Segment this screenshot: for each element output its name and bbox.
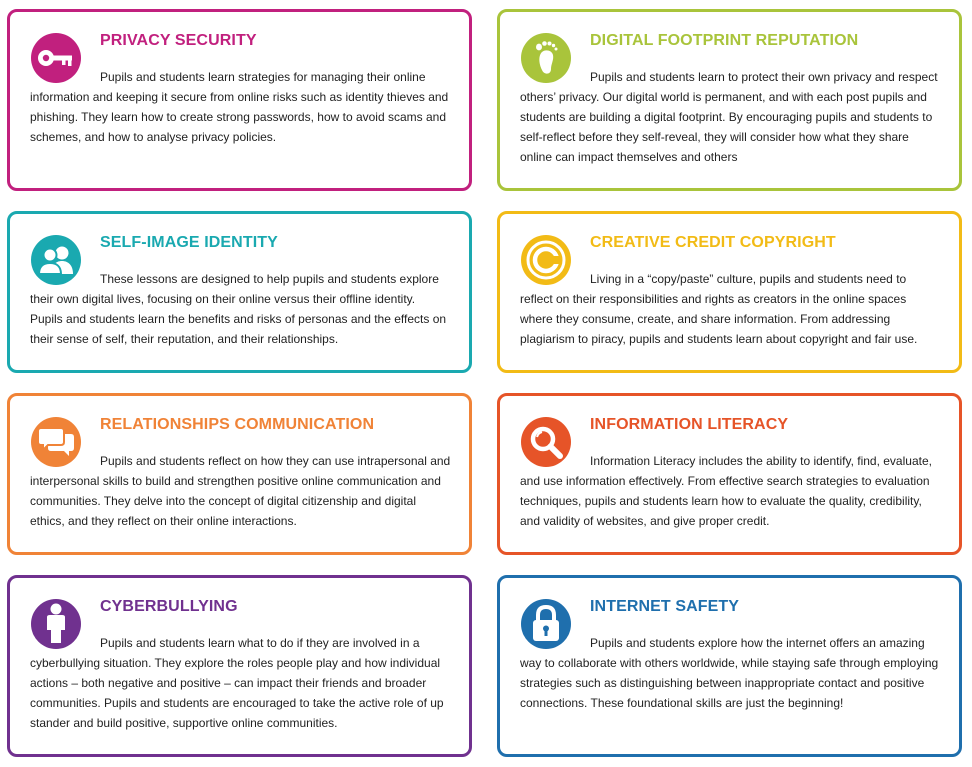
card-description: Information Literacy includes the ability to identify, find, evaluate, and use information effectively. From effective search strategies to evaluation techniques, pupils and students learn how to evaluate the quality, credibility, and validity of websites, and give proper credit. — [520, 454, 932, 528]
card-description: Pupils and students learn strategies for managing their online information and keeping it secure from online risks such as identity thieves and phishing. They learn how to create strong passwords, how to avoid scams and schemes, and how to analyse privacy policies. — [30, 70, 449, 144]
card-privacy-security — [7, 9, 472, 191]
card-description: Living in a “copy/paste” culture, pupils and students need to reflect on their responsibilities and rights as creators in the online spaces where they consume, create, and share information. From addressing plagiarism to piracy, pupils and students learn about copyright and fair use. — [520, 272, 918, 346]
card-information-literacy — [497, 393, 962, 555]
card-description: Pupils and students reflect on how they can use intrapersonal and interpersonal skills to build and strengthen positive online communication and communities. They delve into the concept of digital citizenship and digital ethics, and they reflect on their online interactions. — [30, 454, 451, 528]
card-title: INFORMATION LITERACY — [590, 416, 789, 433]
card-title: PRIVACY SECURITY — [100, 32, 257, 49]
card-description: Pupils and students explore how the internet offers an amazing way to collaborate with others worldwide, while staying safe through employing strategies such as distinguishing between inappropriate contact and positive connections. These foundational skills are just the beginning! — [520, 636, 939, 710]
card-title: RELATIONSHIPS COMMUNICATION — [100, 416, 375, 433]
card-title: INTERNET SAFETY — [590, 598, 740, 615]
card-title: CYBERBULLYING — [100, 598, 238, 615]
card-internet-safety — [497, 575, 962, 757]
card-title: SELF-IMAGE IDENTITY — [100, 234, 278, 251]
card-self-image-identity — [7, 211, 472, 373]
card-description: Pupils and students learn to protect their own privacy and respect others’ privacy. Our digital world is permanent, and with each post pupils and students are building a digital footprint. By encouraging pupils and students to self-reflect before they self-reveal, they will consider how what they share online can impact themselves and others — [520, 70, 938, 164]
card-title: CREATIVE CREDIT COPYRIGHT — [590, 234, 836, 251]
card-cyberbullying — [7, 575, 472, 757]
card-description: Pupils and students learn what to do if they are involved in a cyberbullying situation. They explore the roles people play and how individual actions – both negative and positive – can impact their friends and broader communities. Pupils and students are encouraged to take the active role of up stander and build positive, supportive online communities. — [30, 636, 444, 730]
card-title: DIGITAL FOOTPRINT REPUTATION — [590, 32, 859, 49]
card-creative-credit-copyright — [497, 211, 962, 373]
card-description: These lessons are designed to help pupils and students explore their own digital lives, focusing on their online versus their offline identity. Pupils and students learn the benefits and risks of personas and the effects on their sense of self, their reputation, and their relationships. — [30, 272, 447, 346]
card-relationships-communication — [7, 393, 472, 555]
card-digital-footprint — [497, 9, 962, 191]
